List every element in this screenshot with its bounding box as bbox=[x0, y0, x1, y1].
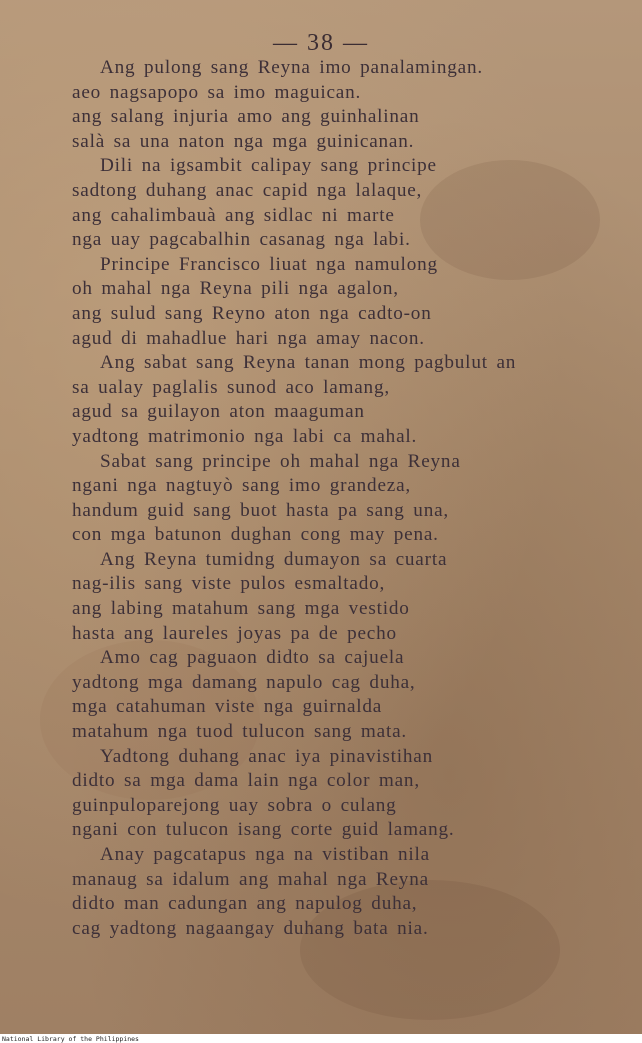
poem-line: mga catahuman viste nga guirnalda bbox=[72, 696, 383, 718]
poem-line: nga uay pagcabalhin casanag nga labi. bbox=[72, 229, 411, 251]
poem-line: ang sulud sang Reyno aton nga cadto-on bbox=[72, 302, 432, 324]
poem-line: con mga batunon dughan cong may pena. bbox=[72, 524, 439, 546]
poem-line: Dili na igsambit calipay sang principe bbox=[100, 155, 437, 177]
poem-line: ngani con tulucon isang corte guid lamang. bbox=[72, 819, 455, 841]
library-credit: National Library of the Philippines bbox=[2, 1035, 139, 1043]
poem-line: salà sa una naton nga mga guinicanan. bbox=[72, 130, 415, 152]
poem-line: yadtong matrimonio nga labi ca mahal. bbox=[72, 425, 418, 447]
poem-line: nag-ilis sang viste pulos esmaltado, bbox=[72, 573, 386, 595]
poem-line: hasta ang laureles joyas pa de pecho bbox=[72, 622, 397, 644]
poem-line: Ang Reyna tumidng dumayon sa cuarta bbox=[100, 548, 448, 570]
poem-line: handum guid sang buot hasta pa sang una, bbox=[72, 499, 449, 521]
poem-line: Ang sabat sang Reyna tanan mong pagbulut an bbox=[100, 352, 517, 374]
poem-line: ngani nga nagtuyò sang imo grandeza, bbox=[72, 475, 411, 497]
poem-text-block bbox=[72, 56, 592, 941]
poem-line: yadtong mga damang napulo cag duha, bbox=[72, 671, 416, 693]
poem-line: aeo nagsapopo sa imo maguican. bbox=[72, 81, 362, 103]
poem-line: didto sa mga dama lain nga color man, bbox=[72, 770, 420, 792]
poem-line: Yadtong duhang anac iya pinavistihan bbox=[100, 745, 434, 767]
poem-line: Anay pagcatapus nga na vistiban nila bbox=[100, 844, 430, 865]
poem-line: ang labing matahum sang mga vestido bbox=[72, 598, 410, 620]
poem-line: guinpuloparejong uay sobra o culang bbox=[72, 794, 397, 816]
poem-line: oh mahal nga Reyna pili nga agalon, bbox=[72, 278, 399, 300]
poem-line: matahum nga tuod tulucon sang mata. bbox=[72, 721, 408, 743]
poem-line: didto man cadungan ang napulog duha, bbox=[72, 893, 418, 915]
poem-line: cag yadtong nagaangay duhang bata nia. bbox=[72, 917, 429, 939]
poem-line: agud di mahadlue hari nga amay nacon. bbox=[72, 327, 425, 349]
poem-line: agud sa guilayon aton maaguman bbox=[72, 401, 365, 423]
poem-line: Sabat sang principe oh mahal nga Reyna bbox=[100, 450, 461, 472]
poem-line: Ang pulong sang Reyna imo panalamingan. bbox=[100, 57, 483, 78]
poem-line: sadtong duhang anac capid nga lalaque, bbox=[72, 179, 423, 201]
poem-line: Principe Francisco liuat nga namulong bbox=[100, 253, 438, 275]
poem-line: ang cahalimbauà ang sidlac ni marte bbox=[72, 204, 395, 226]
poem-line: ang salang injuria amo ang guinhalinan bbox=[72, 106, 420, 128]
poem-line: Amo cag paguaon didto sa cajuela bbox=[100, 647, 405, 669]
poem-line: sa ualay paglalis sunod aco lamang, bbox=[72, 376, 390, 398]
page-number: — 38 — bbox=[273, 30, 369, 56]
poem-line: manaug sa idalum ang mahal nga Reyna bbox=[72, 868, 429, 890]
